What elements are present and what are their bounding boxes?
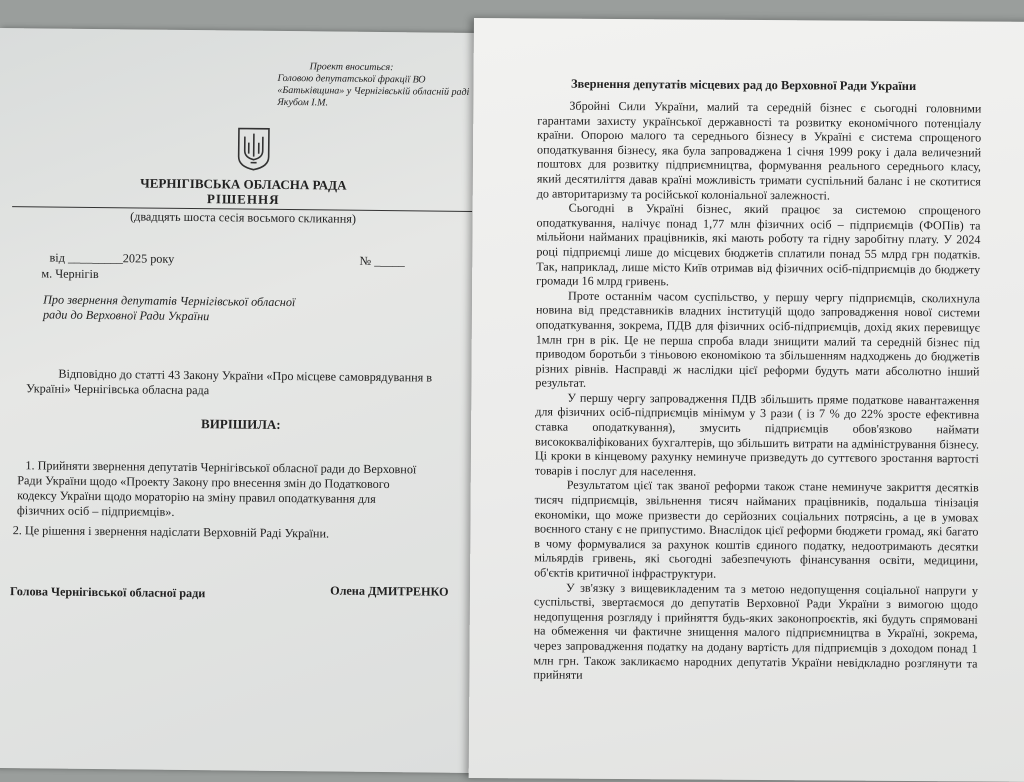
- appeal-paragraph: У першу чергу запровадження ПДВ збільшить пряме податкове навантаження для фізичних осіб-підприємців мінімум у 3 рази ( із 7 % до 22% зросте ефективна ставка оподаткування), змусить підприємців обов'язково наймати висококваліфікованих бухгалтерів, що збільшить витрати на адміністрування бізнесу. Ці кроки в кінцевому рахунку неминуче призведуть до суттєвого зростання вартості товарів і послуг для населення.: [534, 390, 980, 479]
- signature-role: Голова Чернігівської обласної ради: [10, 584, 206, 601]
- decision-page: [0, 28, 490, 773]
- submitted-by-label: Проект вноситься:: [309, 61, 394, 74]
- subject-line-1: Про звернення депутатів Чернігівської обласної: [43, 292, 296, 310]
- number-line: № _____: [359, 253, 405, 269]
- city-line: м. Чернігів: [41, 266, 99, 282]
- council-name: ЧЕРНІГІВСЬКА ОБЛАСНА РАДА: [140, 175, 347, 193]
- signature-name: Олена ДМИТРЕНКО: [330, 583, 449, 599]
- appeal-paragraph: Результатом цієї так званої реформи також стане неминуче закриття десятків тисяч підприємців, звільнення тисяч найманих працівників, подальша тінізація економіки, що може призвести до серйозних соціальних потрясінь, а це в умовах воєнного стану є не припустимо. Внаслідок цієї реформи бюджети громад, які багато в чому формувалися за рахунок коштів єдиного податку, недоотримають десятки мільярдів гривень, які сьогодні забезпечують фінансування освіти, медицини, об'єктів критичної інфраструктури.: [534, 478, 979, 581]
- item-1-line-2: Ради України щодо «Проекту Закону про внесення змін до Податкового: [17, 473, 390, 492]
- appeal-page: [469, 18, 1024, 782]
- appeal-paragraph: Збройні Сили України, малий та середній бізнес є сьогодні головними гарантами захисту української державності та розвитку економічного потенціалу країни. Опорою малого та середнього бізнесу в Україні є система спрощеного оподаткування бізнесу, яка була запроваджена 1 січня 1999 року і дала величезний поштовх для розвитку підприємництва, формування реального середнього класу, який десятиліття давав країні можливість тримати суспільний баланс і не скотитися до авторитаризму та російської колоніальної залежності.: [536, 98, 982, 203]
- item-1-line-1: 1. Прийняти звернення депутатів Чернігівської обласної ради до Верховної: [25, 458, 417, 477]
- date-line: від _________2025 року: [49, 250, 175, 266]
- appeal-paragraph: У зв'язку з вищевикладеним та з метою недопущення соціальної напруги у суспільстві, звертаємося до депутатів Верховної Ради України з вимогою щодо недопущення розгляду і прийняття будь-яких законопроєктів, які будуть спрямовані на обмеження чи фактичне знищення малого підприємництва в Україні, зокрема, через запровадження податку на додану вартість для підприємців з доходом понад 1 млн грн. Також закликаємо народних депутатів України невідкладно розглянути та прийняти: [533, 580, 979, 682]
- subject-line-2: ради до Верховної Ради України: [42, 307, 210, 324]
- appeal-paragraph: Сьогодні в Україні бізнес, який працює за системою спрощеного оподаткування, налічує понад 1,77 млн фізичних осіб – підприємців (ФОПів) та мільйони найманих працівників, які мають роботу та гідну заробітну плату. У 2024 році підприємці лише до місцевих бюджетів сплатили понад 55 млрд грн податків. Так, наприклад, лише місто Київ отримав від фізичних осіб-підприємців до бюджету громади 16 млрд гривень.: [536, 200, 981, 289]
- submitted-by-line2: Головою депутатської фракції ВО: [277, 72, 426, 86]
- item-2: 2. Це рішення і звернення надіслати Верховній Раді України.: [12, 523, 330, 541]
- appeal-title: Звернення депутатів місцевих рад до Верховної Ради України: [570, 76, 917, 94]
- document-type: РІШЕННЯ: [206, 191, 280, 207]
- item-1-line-4: фізичних осіб – підприємців».: [16, 503, 175, 519]
- appeal-paragraph: Проте останнім часом суспільство, у першу чергу підприємців, сколихнула новина від представників владних інституцій щодо запровадження нової системи оподаткування, зокрема, ПДВ для фізичних осіб-підприємців, дохід яких перевищує 1млн грн в рік. Це не перша спроба влади знищити малий та середній бізнес під приводом боротьби з тіньовою економікою та збільшенням надходжень до бюджетів різних рівнів. Насправді ж наслідки цієї реформи будуть мати абсолютно інший результат.: [535, 288, 981, 391]
- preamble-line-2: Україні» Чернігівська обласна рада: [26, 381, 210, 398]
- preamble-line-1: Відповідно до статті 43 Закону України «Про місцеве самоврядування в: [58, 366, 433, 385]
- submitted-by-line3: «Батьківщина» у Чернігівській обласній раді: [277, 84, 470, 98]
- item-1-line-3: кодексу України щодо мораторію на зміну правил оподаткування для: [17, 488, 376, 506]
- trident-emblem-icon: [237, 126, 271, 170]
- decided-heading: ВИРІШИЛА:: [200, 416, 281, 432]
- submitted-by-line4: Якубом І.М.: [277, 96, 329, 109]
- appeal-body: [533, 98, 981, 685]
- session-line: (двадцять шоста сесія восьмого скликання): [130, 209, 357, 226]
